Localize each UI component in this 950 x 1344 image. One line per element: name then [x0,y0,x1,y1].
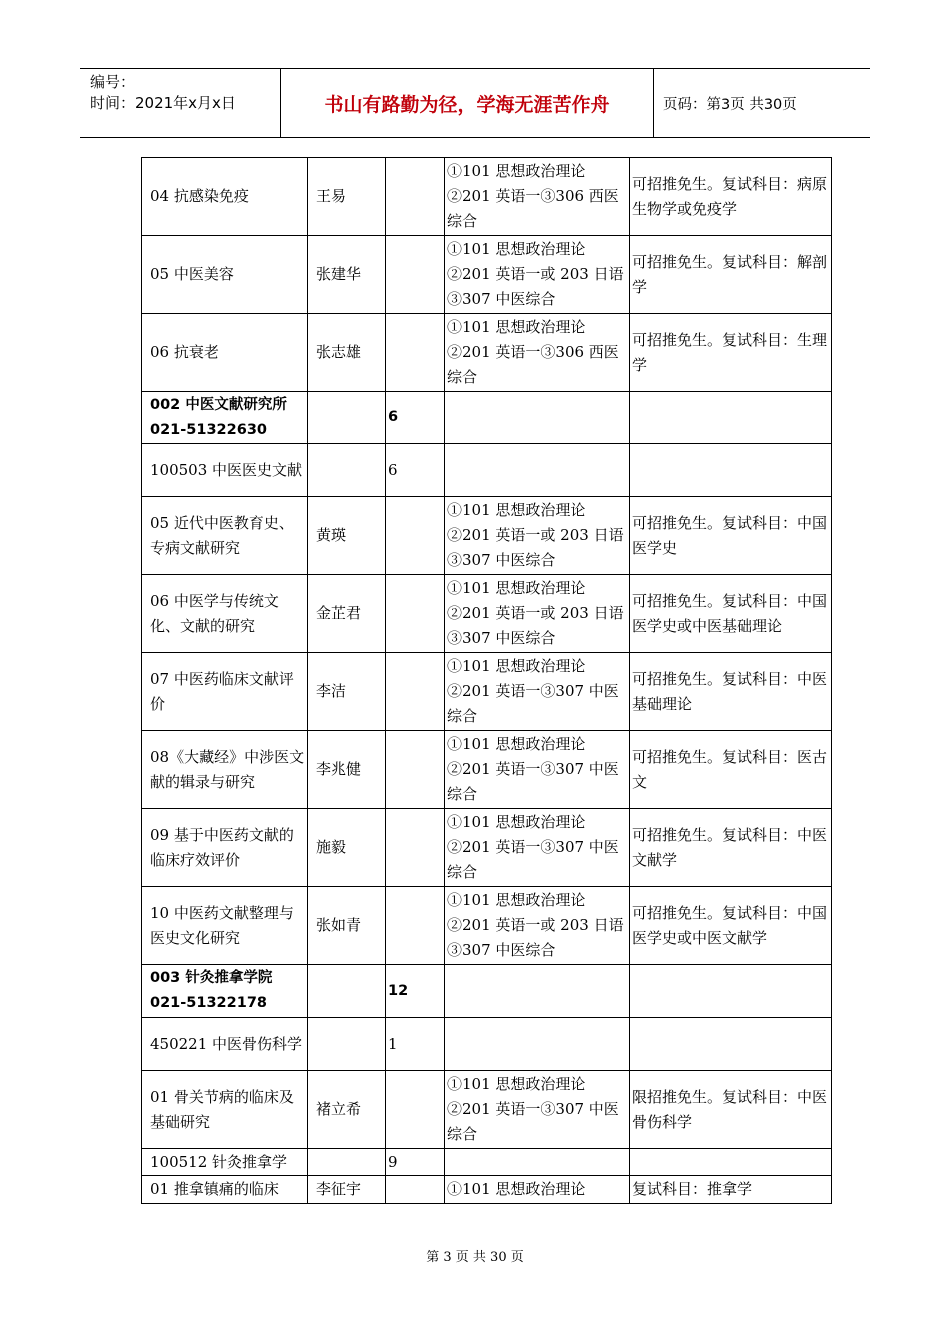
remarks-cell: 可招推免生。复试科目：中医文献学 [630,809,832,887]
exam-subjects-cell: ①101 思想政治理论②201 英语一或 203 日语③307 中医综合 [445,497,630,575]
remarks-cell: 可招推免生。复试科目：病原生物学或免疫学 [630,158,832,236]
research-direction-cell: 07 中医药临床文献评价 [142,653,308,731]
table-row [142,575,832,653]
major-row [142,1018,832,1071]
exam-subjects-cell [445,1149,630,1176]
enrollment-cell [386,497,445,575]
table-row [142,497,832,575]
tutor-cell: 黄瑛 [308,497,386,575]
exam-subjects-cell: ①101 思想政治理论②201 英语一③307 中医综合 [445,809,630,887]
tutor-cell [308,1149,386,1176]
tutor-cell [308,965,386,1018]
department-row [142,965,832,1018]
remarks-cell [630,392,832,444]
remarks-cell [630,444,832,497]
tutor-cell: 张如青 [308,887,386,965]
admissions-table [141,157,832,1204]
research-direction-cell: 04 抗感染免疫 [142,158,308,236]
remarks-cell: 可招推免生。复试科目：医古文 [630,731,832,809]
enrollment-cell [386,1071,445,1149]
tutor-cell [308,392,386,444]
exam-subjects-cell [445,1018,630,1071]
research-direction-cell: 01 推拿镇痛的临床 [142,1176,308,1204]
major-row [142,1149,832,1176]
remarks-cell: 可招推免生。复试科目：中国医学史 [630,497,832,575]
page-header [80,68,870,138]
tutor-cell [308,1018,386,1071]
exam-subjects-cell: ①101 思想政治理论②201 英语一③307 中医综合 [445,653,630,731]
enrollment-cell [386,731,445,809]
table-row [142,731,832,809]
research-direction-cell: 01 骨关节病的临床及基础研究 [142,1071,308,1149]
table-row [142,653,832,731]
document-number-label: 编号： [90,73,136,91]
enrollment-cell: 12 [386,965,445,1018]
header-motto: 书山有路勤为径，学海无涯苦作舟 [281,69,654,137]
enrollment-cell [386,887,445,965]
remarks-cell: 可招推免生。复试科目：中国医学史或中医基础理论 [630,575,832,653]
tutor-cell: 李兆健 [308,731,386,809]
research-direction-cell: 06 抗衰老 [142,314,308,392]
enrollment-cell: 9 [386,1149,445,1176]
research-direction-cell: 05 近代中医教育史、专病文献研究 [142,497,308,575]
header-page-info: 页码：第3页 共30页 [663,96,797,113]
tutor-cell: 张建华 [308,236,386,314]
header-meta [80,69,281,137]
remarks-cell: 可招推免生。复试科目：生理学 [630,314,832,392]
exam-subjects-cell [445,392,630,444]
table-row [142,158,832,236]
exam-subjects-cell [445,965,630,1018]
enrollment-cell [386,809,445,887]
department-row [142,392,832,444]
research-direction-cell: 003 针灸推拿学院 021-51322178 [142,965,308,1018]
research-direction-cell: 100512 针灸推拿学 [142,1149,308,1176]
exam-subjects-cell: ①101 思想政治理论 [445,1176,630,1204]
table-row [142,809,832,887]
remarks-cell [630,1149,832,1176]
exam-subjects-cell: ①101 思想政治理论②201 英语一或 203 日语③307 中医综合 [445,236,630,314]
table-row [142,236,832,314]
enrollment-cell: 6 [386,392,445,444]
exam-subjects-cell: ①101 思想政治理论②201 英语一③306 西医综合 [445,158,630,236]
research-direction-cell: 002 中医文献研究所 021-51322630 [142,392,308,444]
enrollment-cell [386,575,445,653]
exam-subjects-cell: ①101 思想政治理论②201 英语一③307 中医综合 [445,731,630,809]
document-time-label: 时间：2021年x月x日 [90,94,236,112]
table-row [142,887,832,965]
enrollment-cell [386,314,445,392]
tutor-cell: 褚立希 [308,1071,386,1149]
enrollment-cell [386,653,445,731]
research-direction-cell: 450221 中医骨伤科学 [142,1018,308,1071]
enrollment-cell [386,1176,445,1204]
research-direction-cell: 06 中医学与传统文化、文献的研究 [142,575,308,653]
remarks-cell: 限招推免生。复试科目：中医骨伤科学 [630,1071,832,1149]
tutor-cell: 李征宇 [308,1176,386,1204]
enrollment-cell: 6 [386,444,445,497]
remarks-cell: 可招推免生。复试科目：解剖学 [630,236,832,314]
major-row [142,444,832,497]
tutor-cell: 张志雄 [308,314,386,392]
tutor-cell: 王易 [308,158,386,236]
research-direction-cell: 05 中医美容 [142,236,308,314]
exam-subjects-cell: ①101 思想政治理论②201 英语一③307 中医综合 [445,1071,630,1149]
exam-subjects-cell: ①101 思想政治理论②201 英语一或 203 日语③307 中医综合 [445,887,630,965]
exam-subjects-cell: ①101 思想政治理论②201 英语一③306 西医综合 [445,314,630,392]
table-row [142,314,832,392]
research-direction-cell: 09 基于中医药文献的临床疗效评价 [142,809,308,887]
tutor-cell: 金芷君 [308,575,386,653]
exam-subjects-cell: ①101 思想政治理论②201 英语一或 203 日语③307 中医综合 [445,575,630,653]
remarks-cell [630,1018,832,1071]
research-direction-cell: 08《大藏经》中涉医文献的辑录与研究 [142,731,308,809]
enrollment-cell [386,158,445,236]
remarks-cell: 可招推免生。复试科目：中国医学史或中医文献学 [630,887,832,965]
tutor-cell: 李洁 [308,653,386,731]
tutor-cell [308,444,386,497]
research-direction-cell: 10 中医药文献整理与医史文化研究 [142,887,308,965]
enrollment-cell [386,236,445,314]
exam-subjects-cell [445,444,630,497]
enrollment-cell: 1 [386,1018,445,1071]
tutor-cell: 施毅 [308,809,386,887]
page-footer: 第 3 页 共 30 页 [426,1250,524,1265]
remarks-cell: 复试科目：推拿学 [630,1176,832,1204]
table-row [142,1176,832,1204]
remarks-cell [630,965,832,1018]
table-row [142,1071,832,1149]
research-direction-cell: 100503 中医医史文献 [142,444,308,497]
remarks-cell: 可招推免生。复试科目：中医基础理论 [630,653,832,731]
